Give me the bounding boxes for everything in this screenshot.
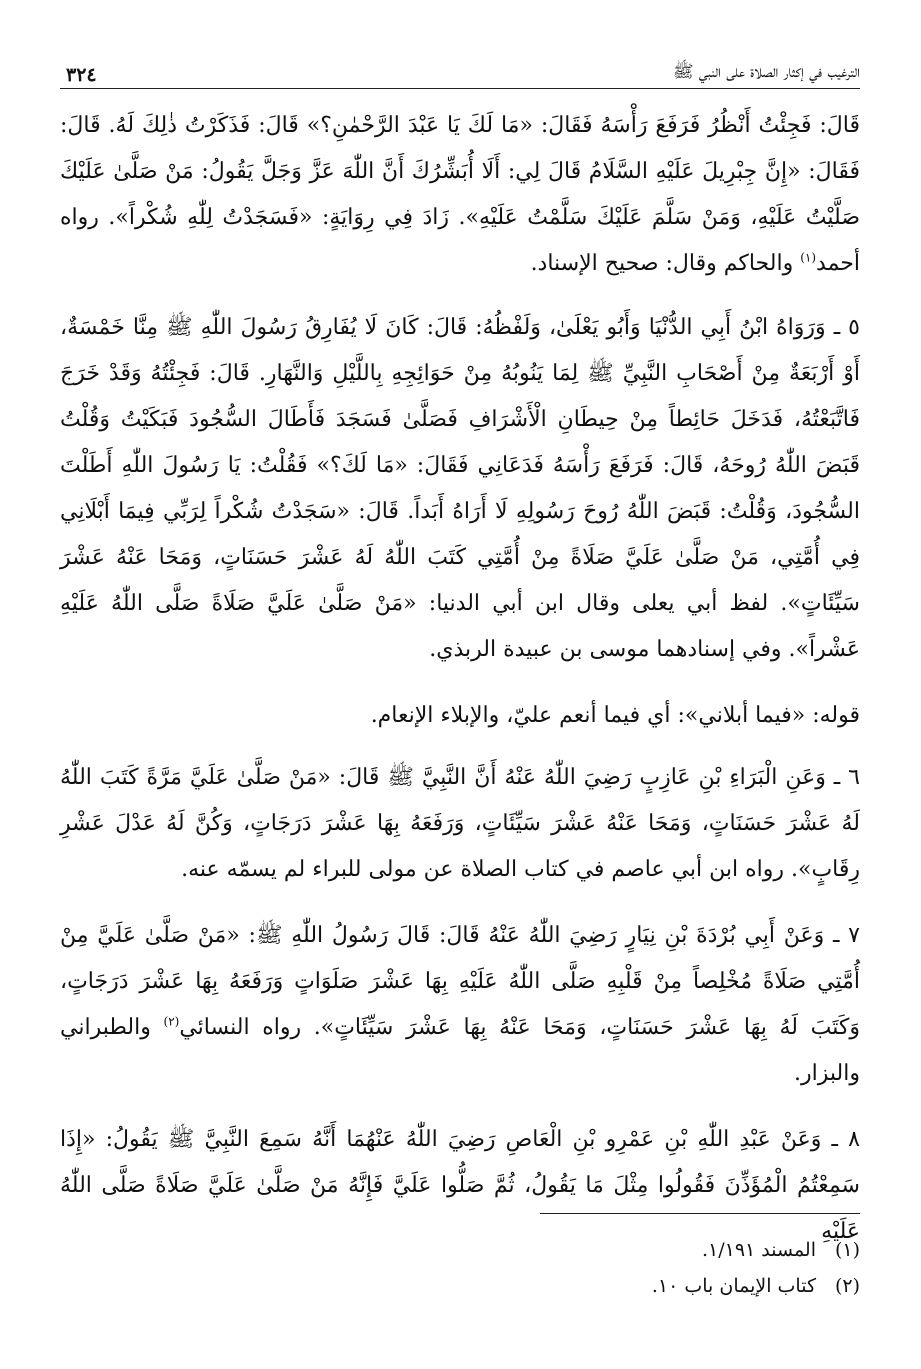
footnotes — [60, 1232, 860, 1304]
footnote-text: كتاب الإيمان باب ١٠. — [651, 1275, 816, 1297]
running-title: الترغيب في إكثار الصلاة على النبي ﷺ — [672, 62, 860, 82]
note-text: قوله: «فيما أبلاني»: أي فيما أنعم عليّ، والإبلاء الإنعام. — [370, 703, 860, 728]
page-header — [60, 48, 860, 89]
paragraph-continuation — [60, 103, 860, 287]
footnote-text: المسند ١/١٩١. — [701, 1239, 816, 1261]
book-page — [60, 48, 860, 1338]
paragraph-text: ٨ ـ وَعَنْ عَبْدِ اللّٰهِ بْنِ عَمْرِو بْنِ الْعَاصِ رَضِيَ اللّٰهُ عَنْهُمَا أَنَّهُ سَمِعَ النَّبِيَّ ﷺ يَقُولُ: «إِذَا سَمِعْتُمُ الْمُؤَذِّنَ فَقُولُوا مِثْلَ مَا يَقُولُ، ثُمَّ صَلُّوا عَلَيَّ فَإِنَّهُ مَنْ صَلَّىٰ عَلَيَّ صَلَاةً صَلَّى اللّٰهُ عَلَيْهِ — [60, 1127, 860, 1244]
footnote-ref-1[interactable]: (١) — [800, 250, 817, 265]
footnote-divider — [540, 1213, 860, 1214]
footnote-1 — [60, 1232, 860, 1268]
footnote-mark: (١) — [834, 1239, 860, 1261]
hadith-6 — [60, 755, 860, 893]
paragraph-text: ٦ ـ وَعَنِ الْبَرَاءِ بْنِ عَازِبٍ رَضِيَ اللّٰهُ عَنْهُ أَنَّ النَّبِيَّ ﷺ قَالَ: «مَنْ صَلَّىٰ عَلَيَّ مَرَّةً كَتَبَ اللّٰهُ لَهُ عَشْرَ حَسَنَاتٍ، وَمَحَا عَنْهُ عَشْرَ سَيِّئَاتٍ، وَرَفَعَهُ بِهَا عَشْرَ دَرَجَاتٍ، وَكُنَّ لَهُ عَدْلَ عَشْرِ رِقَابٍ». رواه ابن أبي عاصم في كتاب الصلاة عن مولى للبراء لم يسمّه عنه. — [60, 765, 860, 882]
footnote-ref-2[interactable]: (٢) — [163, 1014, 180, 1029]
paragraph-tail: والطبراني والبزار. — [60, 1015, 860, 1086]
paragraph-text: قَالَ: فَجِئْتُ أَنْظُرُ فَرَفَعَ رَأْسَهُ فَقَالَ: «مَا لَكَ يَا عَبْدَ الرَّحْمٰنِ؟» قَالَ: فَذَكَرْتُ ذٰلِكَ لَهُ. قَالَ: فَقَالَ: «إِنَّ جِبْرِيلَ عَلَيْهِ السَّلَامُ قَالَ لِي: أَلَا أُبَشِّرُكَ أَنَّ اللّٰهَ عَزَّ وَجَلَّ يَقُولُ: مَنْ صَلَّىٰ عَلَيْكَ صَلَّيْتُ عَلَيْهِ، وَمَنْ سَلَّمَ عَلَيْكَ سَلَّمْتُ عَلَيْهِ». زَادَ فِي رِوَايَةٍ: «فَسَجَدْتُ لِلّٰهِ شُكْراً». رواه أحمد — [60, 113, 861, 276]
page-number: ٣٢٤ — [66, 64, 97, 86]
paragraph-tail: والحاكم وقال: صحيح الإسناد. — [530, 251, 801, 276]
hadith-7 — [60, 913, 860, 1097]
footnote-mark: (٢) — [834, 1275, 860, 1297]
hadith-5 — [60, 305, 860, 673]
paragraph-text: ٧ ـ وَعَنْ أَبِي بُرْدَةَ بْنِ نِيَارٍ رَضِيَ اللّٰهُ عَنْهُ قَالَ: قَالَ رَسُولُ اللّٰهِ ﷺ: «مَنْ صَلَّىٰ عَلَيَّ مِنْ أُمَّتِي صَلَاةً مُخْلِصاً مِنْ قَلْبِهِ صَلَّى اللّٰهُ عَلَيْهِ بِهَا عَشْرَ صَلَوَاتٍ وَرَفَعَهُ بِهَا عَشْرَ دَرَجَاتٍ، وَكَتَبَ لَهُ بِهَا عَشْرَ حَسَنَاتٍ، وَمَحَا عَنْهُ بِهَا عَشْرَ سَيِّئَاتٍ». رواه النسائي — [60, 923, 860, 1040]
explanatory-note — [60, 693, 860, 739]
footnote-2 — [60, 1268, 860, 1304]
paragraph-text: ٥ ـ وَرَوَاهُ ابْنُ أَبِي الدُّنْيَا وَأَبُو يَعْلَىٰ، وَلَفْظُهُ: قَالَ: كَانَ لَا يُفَارِقُ رَسُولَ اللّٰهِ ﷺ مِنَّا خَمْسَةٌ، أَوْ أَرْبَعَةٌ مِنْ أَصْحَابِ النَّبِيِّ ﷺ لِمَا يَنُوبُهُ مِنْ حَوَائِجِهِ بِاللَّيْلِ وَالنَّهَارِ. قَالَ: فَجِئْتُهُ وَقَدْ خَرَجَ فَاتَّبَعْتُهُ، فَدَخَلَ حَائِطاً مِنْ حِيطَانِ الْأَشْرَافِ فَصَلَّىٰ فَسَجَدَ فَأَطَالَ السُّجُودَ فَبَكَيْتُ وَقُلْتُ قَبَضَ اللّٰهُ رُوحَهُ، قَالَ: فَرَفَعَ رَأْسَهُ فَدَعَانِي فَقَالَ: «مَا لَكَ؟» فَقُلْتُ: يَا رَسُولَ اللّٰهِ أَطَلْتَ السُّجُودَ، وَقُلْتُ: قَبَضَ اللّٰهُ رُوحَ رَسُولِهِ لَا أَرَاهُ أَبَداً. قَالَ: «سَجَدْتُ شُكْراً لِرَبِّي فِيمَا أَبْلَانِي فِي أُمَّتِي، مَنْ صَلَّىٰ عَلَيَّ صَلَاةً مِنْ أُمَّتِي كَتَبَ اللّٰهُ لَهُ عَشْرَ حَسَنَاتٍ، وَمَحَا عَنْهُ عَشْرَ سَيِّئَاتٍ». لفظ أبي يعلى وقال ابن أبي الدنيا: «مَنْ صَلَّىٰ عَلَيَّ صَلَاةً صَلَّى اللّٰهُ عَلَيْهِ عَشْراً». وفي إسنادهما موسى بن عبيدة الربذي. — [60, 315, 860, 662]
main-text — [60, 103, 860, 1255]
